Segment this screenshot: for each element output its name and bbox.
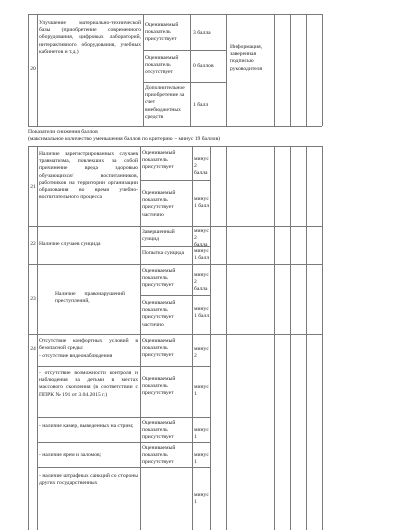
criterion-text: Наличие правонарушений преступлений, [55, 291, 125, 305]
criterion-text: Наличие случаев суицида [39, 241, 101, 247]
table-rule [37, 417, 210, 418]
table-rule [274, 146, 275, 530]
table-rule [140, 295, 210, 296]
table-rule [37, 146, 38, 530]
option-text: Оцениваемый показатель присутствует [142, 420, 176, 441]
table-rule [143, 14, 144, 126]
table-rule [28, 146, 322, 147]
option-text: Дополнительное приобретение за счет внебюджетных средств [145, 85, 185, 120]
score-text: 1 балл [193, 102, 209, 108]
score-text: минус 2 балла [194, 272, 209, 293]
score-text: минус 1 [194, 492, 209, 506]
option-text: Оцениваемый показатель присутствует [142, 338, 176, 359]
score-text: 3 балла [193, 30, 211, 36]
table-rule [226, 14, 227, 126]
sub-criterion-text: - наличие ярем и заломов; [39, 452, 102, 458]
option-text: Завершенный суицид [142, 229, 175, 243]
table-rule [140, 146, 141, 530]
option-text: Оцениваемый показатель присутствует [145, 22, 179, 43]
option-text: Попытка суицида [142, 250, 185, 256]
score-text: минус 1 [194, 452, 209, 466]
score-text: минус 2 [194, 346, 209, 360]
score-text: минус 1 [194, 384, 209, 398]
row-number: 22 [30, 241, 36, 247]
row-number: 24 [30, 346, 36, 352]
option-text: Оцениваемый показатель отсутствует [145, 55, 179, 76]
score-text: минус 1 [194, 427, 209, 441]
sub-criterion-text: - отсутствие возможности контроля и наблюдения за детьми в местах массового скопления (в соответствии с ППРК № 191 от 3.04.2015 г.) [39, 370, 138, 398]
table-rule [190, 14, 191, 126]
table-rule [192, 146, 193, 530]
option-text: Оцениваемый показатель присутствует [142, 150, 176, 171]
row-number: 23 [30, 296, 36, 302]
sub-criterion-text: - наличие штрафных санкций со стороны других государственных [39, 473, 138, 487]
table-rule [322, 146, 323, 530]
table-rule [37, 442, 210, 443]
table-rule [37, 366, 210, 367]
table-rule [290, 14, 291, 126]
table-rule [306, 146, 307, 530]
score-text: минус 1 балл [194, 306, 210, 320]
table-rule [37, 467, 210, 468]
option-text: Оцениваемый показатель присутствует [142, 376, 176, 397]
info-text: Информация, заверенная подписью руководителя [230, 44, 263, 72]
table-rule [37, 14, 38, 126]
row-number: 20 [30, 66, 36, 72]
table-rule [226, 146, 227, 530]
section-subtitle: (максимальное количество уменьшения баллов по критерию − минус 19 баллов) [28, 136, 220, 142]
option-text: Оцениваемый показатель присутствует частично [142, 300, 176, 328]
table-rule [28, 126, 322, 127]
criterion-text: Улучшение материально-технической базы (приобретение современного оборудования, цифровых лабораторий, интерактивного оборудования, учебных кабинетов и т.д.) [39, 20, 141, 55]
table-rule [28, 334, 322, 335]
criterion-intro: Отсутствие конфортных условий в безопасной среды: [39, 338, 138, 352]
table-rule [274, 14, 275, 126]
score-text: 0 баллов [193, 63, 214, 69]
table-rule [28, 146, 29, 530]
sub-criterion-text: - отсутствие видеонаблюдения [39, 353, 113, 359]
table-rule [210, 146, 211, 530]
table-rule [143, 82, 226, 83]
score-text: минус 1 балл [194, 248, 210, 262]
option-text: Оцениваемый показатель присутствует [142, 445, 176, 466]
score-text: минус 2 балла [194, 228, 209, 249]
row-number: 21 [30, 184, 36, 190]
table-rule [28, 226, 322, 227]
table-rule [28, 14, 322, 15]
table-rule [290, 146, 291, 530]
option-text: Оцениваемый показатель присутствует [142, 268, 176, 289]
section-title: Показатели снижения баллов [28, 129, 98, 135]
score-text: минус 1 балл [194, 196, 210, 210]
table-rule [140, 180, 210, 181]
criterion-text: Наличие зарегистрированных случаев травматизма, повлекших за собой причинение вреда здоровью обучающихся/ воспитанников, работников на территории организации образования во время учебно-воспитательного процесса [39, 151, 138, 201]
table-rule [306, 14, 307, 126]
table-rule [28, 264, 322, 265]
sub-criterion-text: - наличие камер, выведенных на стрим; [39, 423, 134, 429]
option-text: Оцениваемый показатель присутствует частично [142, 190, 176, 218]
score-text: минус 2 балла [194, 156, 209, 177]
table-rule [143, 50, 226, 51]
table-rule [322, 14, 323, 126]
